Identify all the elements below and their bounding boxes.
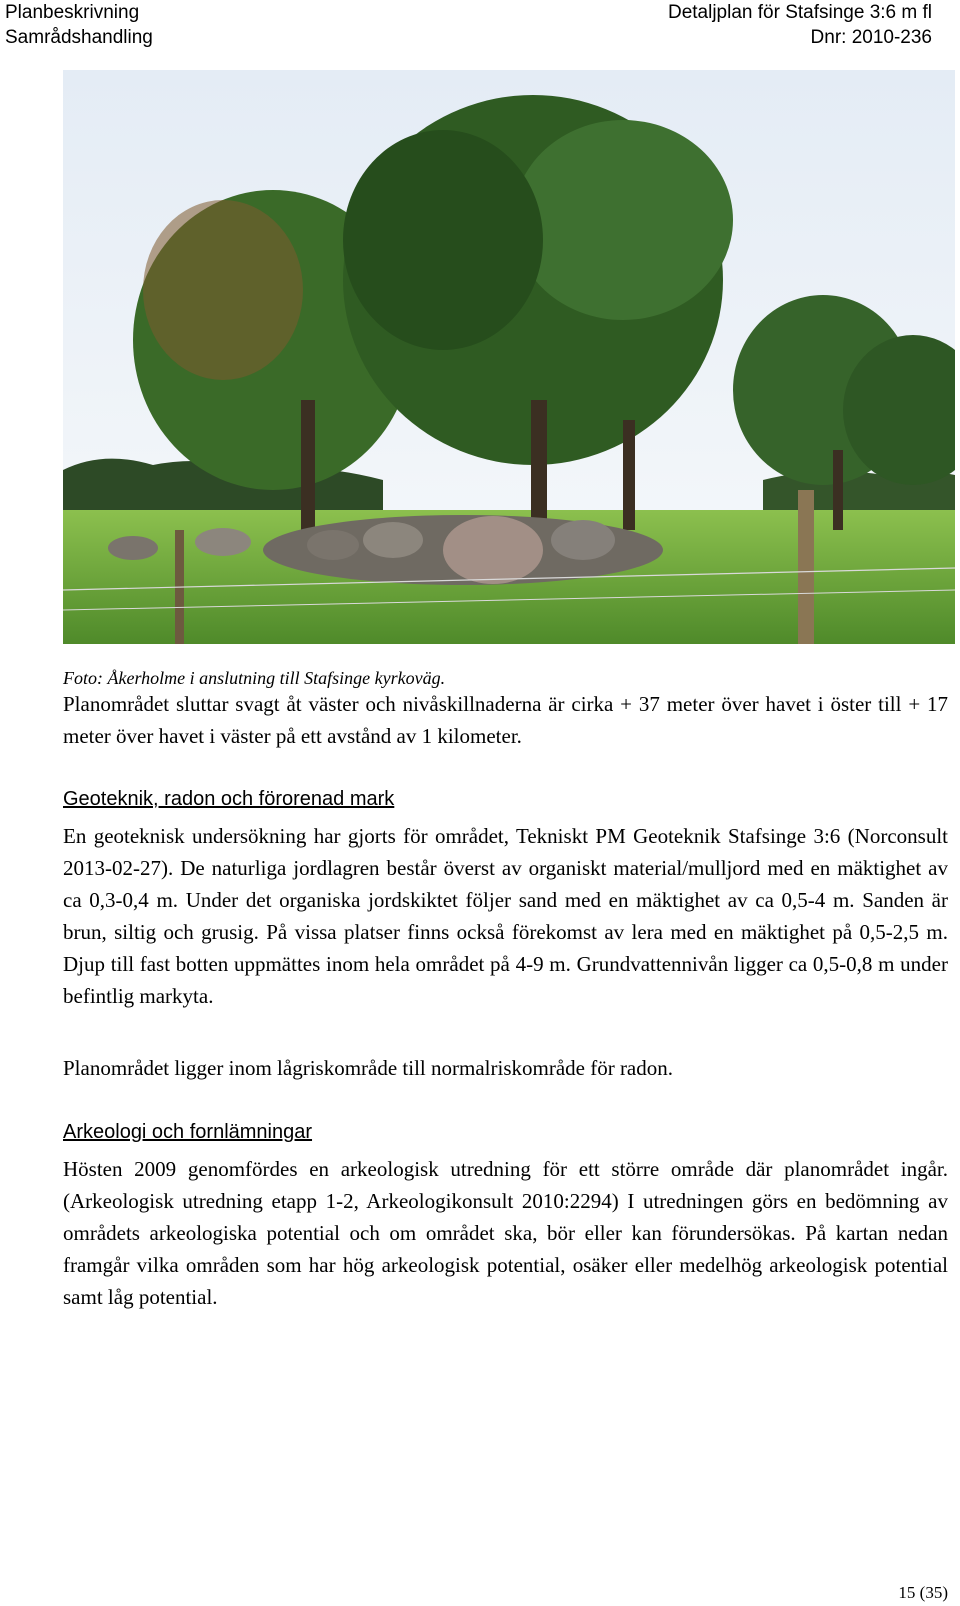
geotech-heading: Geoteknik, radon och förorenad mark (63, 788, 395, 810)
diary-number: Dnr: 2010-236 (810, 27, 932, 48)
landscape-photo (63, 70, 955, 644)
photo-caption: Foto: Åkerholme i anslutning till Stafsinge kyrkoväg. (63, 668, 446, 688)
plan-title: Detaljplan för Stafsinge 3:6 m fl (667, 2, 932, 23)
doc-type: Planbeskrivning (5, 2, 140, 23)
page-number: 15 (35) (898, 1583, 948, 1602)
header-left (5, 0, 153, 50)
archaeology-paragraph: Hösten 2009 genomfördes en arkeologisk utredning för ett större område där planområdet ingår. (Arkeologisk utredning etapp 1-2, Arkeologikonsult 2010:2294) I utredningen görs en bedömning av områdets arkeologiska potential och om området ska, bör eller kan förundersökas. På kartan nedan framgår vilka områden som har hög arkeologisk potential, osäker eller medelhög arkeologisk potential samt låg potential. (63, 1157, 948, 1309)
terrain-paragraph: Planområdet sluttar svagt åt väster och nivåskillnaderna är cirka + 37 meter över havet i öster till + 17 meter över havet i väster på ett avstånd av 1 kilometer. (63, 692, 948, 748)
radon-paragraph: Planområdet ligger inom lågriskområde till normalriskområde för radon. (63, 1056, 674, 1080)
doc-stage: Samrådshandling (5, 27, 153, 48)
geotech-paragraph: En geoteknisk undersökning har gjorts för området, Tekniskt PM Geoteknik Stafsinge 3:6 (Norconsult 2013-02-27). De naturliga jordlagren består överst av organiskt material/mulljord med en mäktighet av ca 0,3-0,4 m. Under det organiska jordskiktet följer sand med en mäktighet av ca 0,5-4 m. Sanden är brun, siltig och grusig. På vissa platser finns också förekomst av lera med en mäktighet på 0,5-2,5 m. Djup till fast botten uppmättes inom hela området på 4-9 m. Grundvattennivån ligger ca 0,5-0,8 m under befintlig markyta. (63, 824, 948, 1008)
header-right (668, 0, 932, 50)
archaeology-heading: Arkeologi och fornlämningar (63, 1121, 313, 1143)
